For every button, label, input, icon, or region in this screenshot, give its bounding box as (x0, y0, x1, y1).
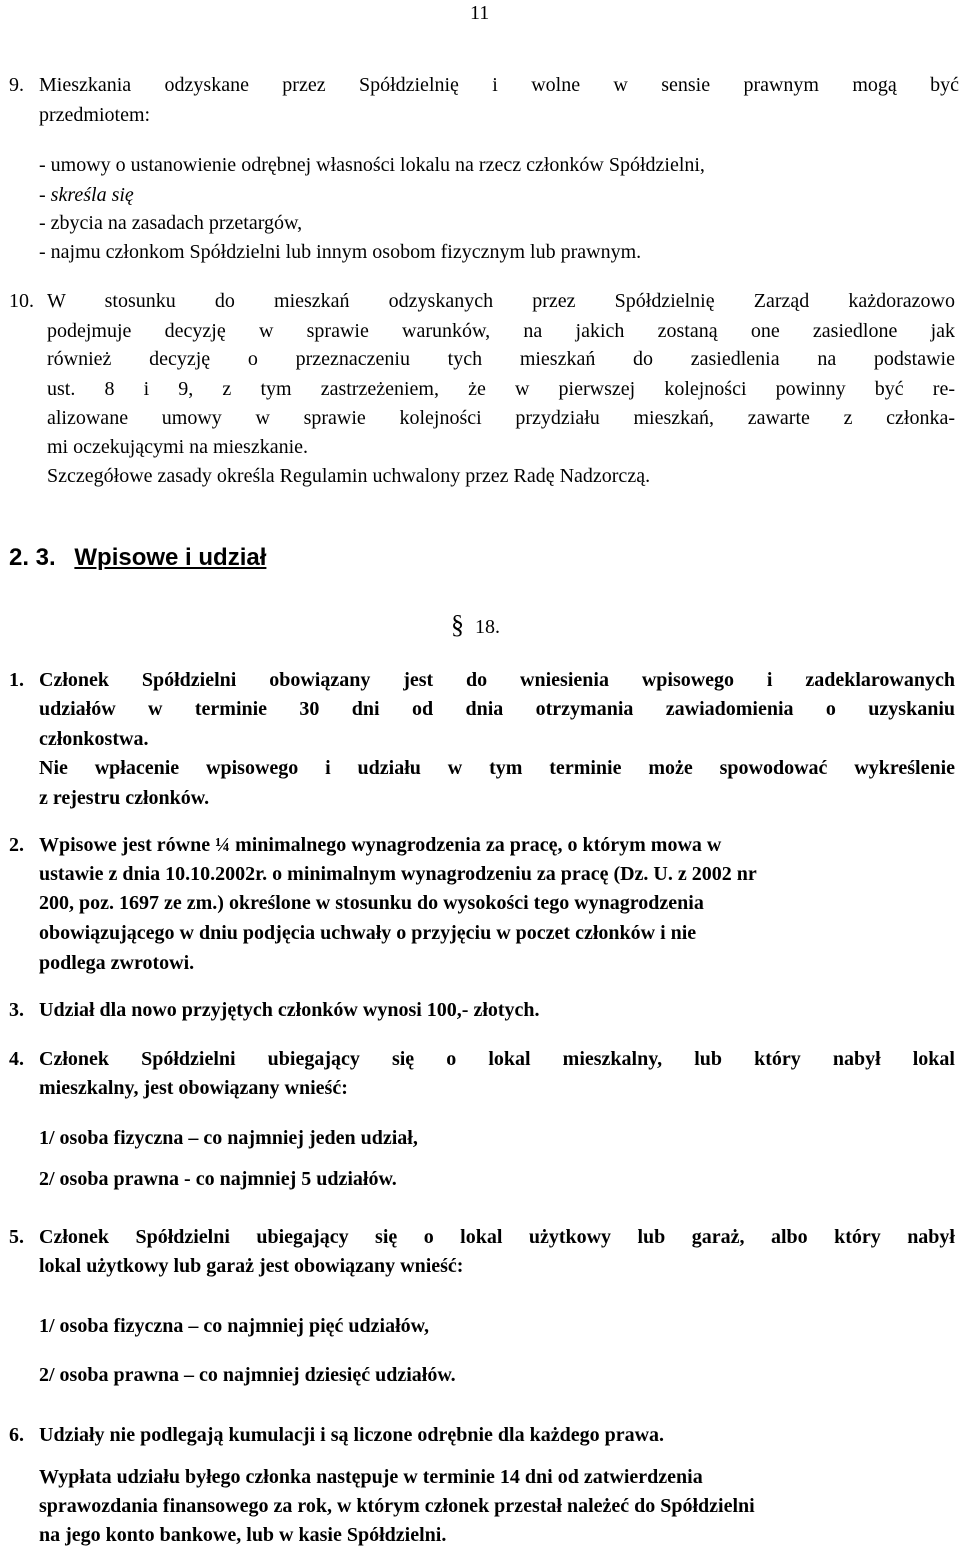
p1-line-5: z rejestru członków. (39, 787, 210, 809)
p5-number: 5. (9, 1226, 24, 1248)
p4-line-2: mieszkalny, jest obowiązany wnieść: (39, 1077, 348, 1099)
s10-line-7: Szczegółowe zasady określa Regulamin uchwalony przez Radę Nadzorczą. (47, 465, 651, 487)
s10-line-2: podejmuje decyzję w sprawie warunków, na jakich zostaną one zasiedlone jak (47, 320, 955, 342)
s9-dash-1: - umowy o ustanowienie odrębnej własności lokalu na rzecz członków Spółdzielni, (39, 154, 705, 176)
paragraph-number: 18. (475, 616, 500, 638)
p2-line-3: 200, poz. 1697 ze zm.) określone w stosunku do wysokości tego wynagrodzenia (39, 892, 704, 914)
s10-line-3: również decyzję o przeznaczeniu tych mieszkań do zasiedlenia na podstawie (47, 348, 955, 370)
p1-number: 1. (9, 669, 24, 691)
s9-number: 9. (9, 74, 24, 96)
s10-line-5: alizowane umowy w sprawie kolejności przydziału mieszkań, zawarte z członka- (47, 407, 955, 429)
heading-number: 2. 3. (9, 544, 56, 571)
s10-number: 10. (9, 290, 34, 312)
p1-line-2: udziałów w terminie 30 dni od dnia otrzymania zawiadomienia o uzyskaniu (39, 698, 955, 720)
p2-line-1: Wpisowe jest równe ¼ minimalnego wynagrodzenia za pracę, o którym mowa w (39, 834, 722, 856)
p5-item-1: 1/ osoba fizyczna – co najmniej pięć udziałów, (39, 1315, 429, 1337)
p6-line-2: Wypłata udziału byłego członka następuje w terminie 14 dni od zatwierdzenia (39, 1466, 703, 1488)
p5-line-1: Członek Spółdzielni ubiegający się o lokal użytkowy lub garaż, albo który nabył (39, 1226, 955, 1248)
p4-item-1: 1/ osoba fizyczna – co najmniej jeden udział, (39, 1127, 418, 1149)
paragraph-symbol: § (451, 610, 464, 639)
p4-number: 4. (9, 1048, 24, 1070)
p1-line-3: członkostwa. (39, 728, 149, 750)
paragraph-marker (451, 610, 500, 639)
s9-dash-3: - zbycia na zasadach przetargów, (39, 212, 303, 234)
p4-line-1: Członek Spółdzielni ubiegający się o lokal mieszkalny, lub który nabył lokal (39, 1048, 955, 1070)
p3-number: 3. (9, 999, 24, 1021)
s10-line-1: W stosunku do mieszkań odzyskanych przez Spółdzielnię Zarząd każdorazowo (47, 290, 955, 312)
p5-line-2: lokal użytkowy lub garaż jest obowiązany wnieść: (39, 1255, 464, 1277)
s10-line-6: mi oczekującymi na mieszkanie. (47, 436, 309, 458)
p6-line-1: Udziały nie podlegają kumulacji i są liczone odrębnie dla każdego prawa. (39, 1424, 665, 1446)
p5-item-2: 2/ osoba prawna – co najmniej dziesięć udziałów. (39, 1364, 456, 1386)
p1-line-1: Członek Spółdzielni obowiązany jest do wniesienia wpisowego i zadeklarowanych (39, 669, 955, 691)
p6-line-4: na jego konto bankowe, lub w kasie Spółdzielni. (39, 1524, 447, 1546)
s10-line-4: ust. 8 i 9, z tym zastrzeżeniem, że w pierwszej kolejności powinny być re- (47, 378, 955, 400)
section-heading (9, 544, 266, 572)
s9-line-2: przedmiotem: (39, 104, 151, 126)
page-number: 11 (470, 2, 490, 24)
p2-line-4: obowiązującego w dniu podjęcia uchwały o przyjęciu w poczet członków i nie (39, 922, 697, 944)
s9-line-1: Mieszkania odzyskane przez Spółdzielnię i wolne w sensie prawnym mogą być (39, 74, 959, 96)
p6-line-3: sprawozdania finansowego za rok, w którym członek przestał należeć do Spółdzielni (39, 1495, 755, 1517)
p2-number: 2. (9, 834, 24, 856)
p6-number: 6. (9, 1424, 24, 1446)
p1-line-4: Nie wpłacenie wpisowego i udziału w tym terminie może spowodować wykreślenie (39, 757, 955, 779)
heading-title: Wpisowe i udział (74, 544, 267, 571)
s9-dash-2-marker: - (39, 184, 51, 206)
p4-item-2: 2/ osoba prawna - co najmniej 5 udziałów. (39, 1168, 397, 1190)
p2-line-2: ustawie z dnia 10.10.2002r. o minimalnym wynagrodzeniu za pracę (Dz. U. z 2002 nr (39, 863, 757, 885)
s9-dash-2 (39, 183, 134, 207)
s9-dash-4: - najmu członkom Spółdzielni lub innym osobom fizycznym lub prawnym. (39, 241, 642, 263)
s9-dash-2-italic: skreśla się (50, 184, 134, 206)
p3-line-1: Udział dla nowo przyjętych członków wynosi 100,- złotych. (39, 999, 540, 1021)
p2-line-5: podlega zwrotowi. (39, 952, 195, 974)
